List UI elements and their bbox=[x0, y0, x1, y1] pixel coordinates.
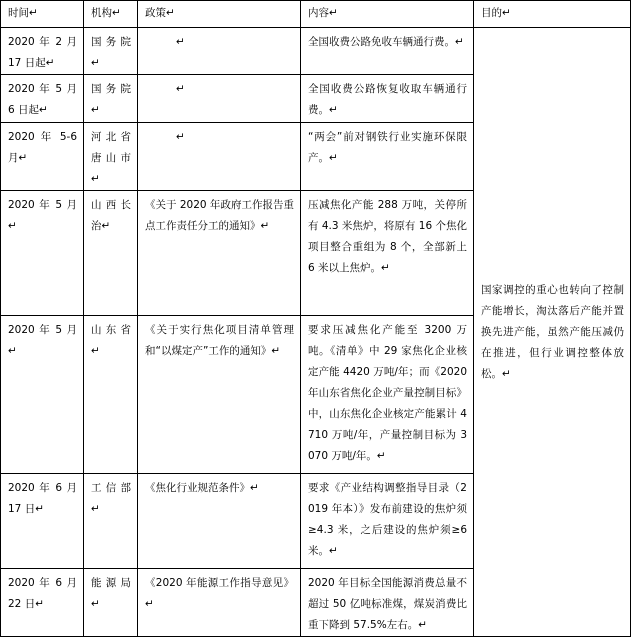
cell-policy: 《2020 年能源工作指导意见》↵ bbox=[138, 569, 301, 637]
table-row bbox=[1, 28, 631, 75]
cell-purpose: 国家调控的重心也转向了控制产能增长，淘汰落后产能并置换先进产能，虽然产能压减仍在推进，但行业调控整体放松。↵ bbox=[474, 28, 631, 637]
cell-content: “两会”前对钢铁行业实施环保限产。↵ bbox=[301, 123, 474, 191]
cell-agency: 国务院↵ bbox=[84, 75, 138, 123]
cell-policy: ↵ bbox=[138, 123, 301, 191]
cell-agency: 山西长治↵ bbox=[84, 191, 138, 316]
header-policy: 政策↵ bbox=[138, 1, 301, 28]
cell-agency: 能源局↵ bbox=[84, 569, 138, 637]
cell-time: 2020 年 5 月↵ bbox=[1, 316, 84, 474]
cell-content: 全国收费公路免收车辆通行费。↵ bbox=[301, 28, 474, 75]
cell-agency: 工信部↵ bbox=[84, 474, 138, 569]
cell-content: 2020 年目标全国能源消费总量不超过 50 亿吨标准煤，煤炭消费比重下降到 57.5%左右。↵ bbox=[301, 569, 474, 637]
cell-policy: ↵ bbox=[138, 28, 301, 75]
cell-content: 压减焦化产能 288 万吨，关停所有 4.3 米焦炉，将原有 16 个焦化项目整合重组为 8 个，全部新上 6 米以上焦炉。↵ bbox=[301, 191, 474, 316]
cell-policy: 《焦化行业规范条件》↵ bbox=[138, 474, 301, 569]
cell-time: 2020 年 5 月 6 日起↵ bbox=[1, 75, 84, 123]
cell-content: 全国收费公路恢复收取车辆通行费。↵ bbox=[301, 75, 474, 123]
cell-time: 2020 年 2 月 17 日起↵ bbox=[1, 28, 84, 75]
header-content: 内容↵ bbox=[301, 1, 474, 28]
header-purpose: 目的↵ bbox=[474, 1, 631, 28]
header-agency: 机构↵ bbox=[84, 1, 138, 28]
cell-agency: 山东省↵ bbox=[84, 316, 138, 474]
cell-content: 要求《产业结构调整指导目录（2019 年本）》发布前建设的焦炉须≥4.3 米，之后建设的焦炉须≥6 米。↵ bbox=[301, 474, 474, 569]
cell-policy: 《关于实行焦化项目清单管理和“以煤定产”工作的通知》↵ bbox=[138, 316, 301, 474]
cell-time: 2020 年 5 月↵ bbox=[1, 191, 84, 316]
cell-agency: 国务院↵ bbox=[84, 28, 138, 75]
cell-time: 2020 年 6 月 17 日↵ bbox=[1, 474, 84, 569]
cell-policy: ↵ bbox=[138, 75, 301, 123]
cell-time: 2020 年 6 月 22 日↵ bbox=[1, 569, 84, 637]
header-time: 时间↵ bbox=[1, 1, 84, 28]
cell-agency: 河北省唐山市↵ bbox=[84, 123, 138, 191]
cell-time: 2020 年 5-6 月↵ bbox=[1, 123, 84, 191]
header-row bbox=[1, 1, 631, 28]
cell-content: 要求压减焦化产能至 3200 万吨。《清单》中 29 家焦化企业核定产能 4420 万吨/年；而《2020 年山东省焦化企业产量控制目标》中，山东焦化企业核定产能累计 4710 万吨/年，产量控制目标为 3070 万吨/年。↵ bbox=[301, 316, 474, 474]
cell-policy: 《关于 2020 年政府工作报告重点工作责任分工的通知》↵ bbox=[138, 191, 301, 316]
